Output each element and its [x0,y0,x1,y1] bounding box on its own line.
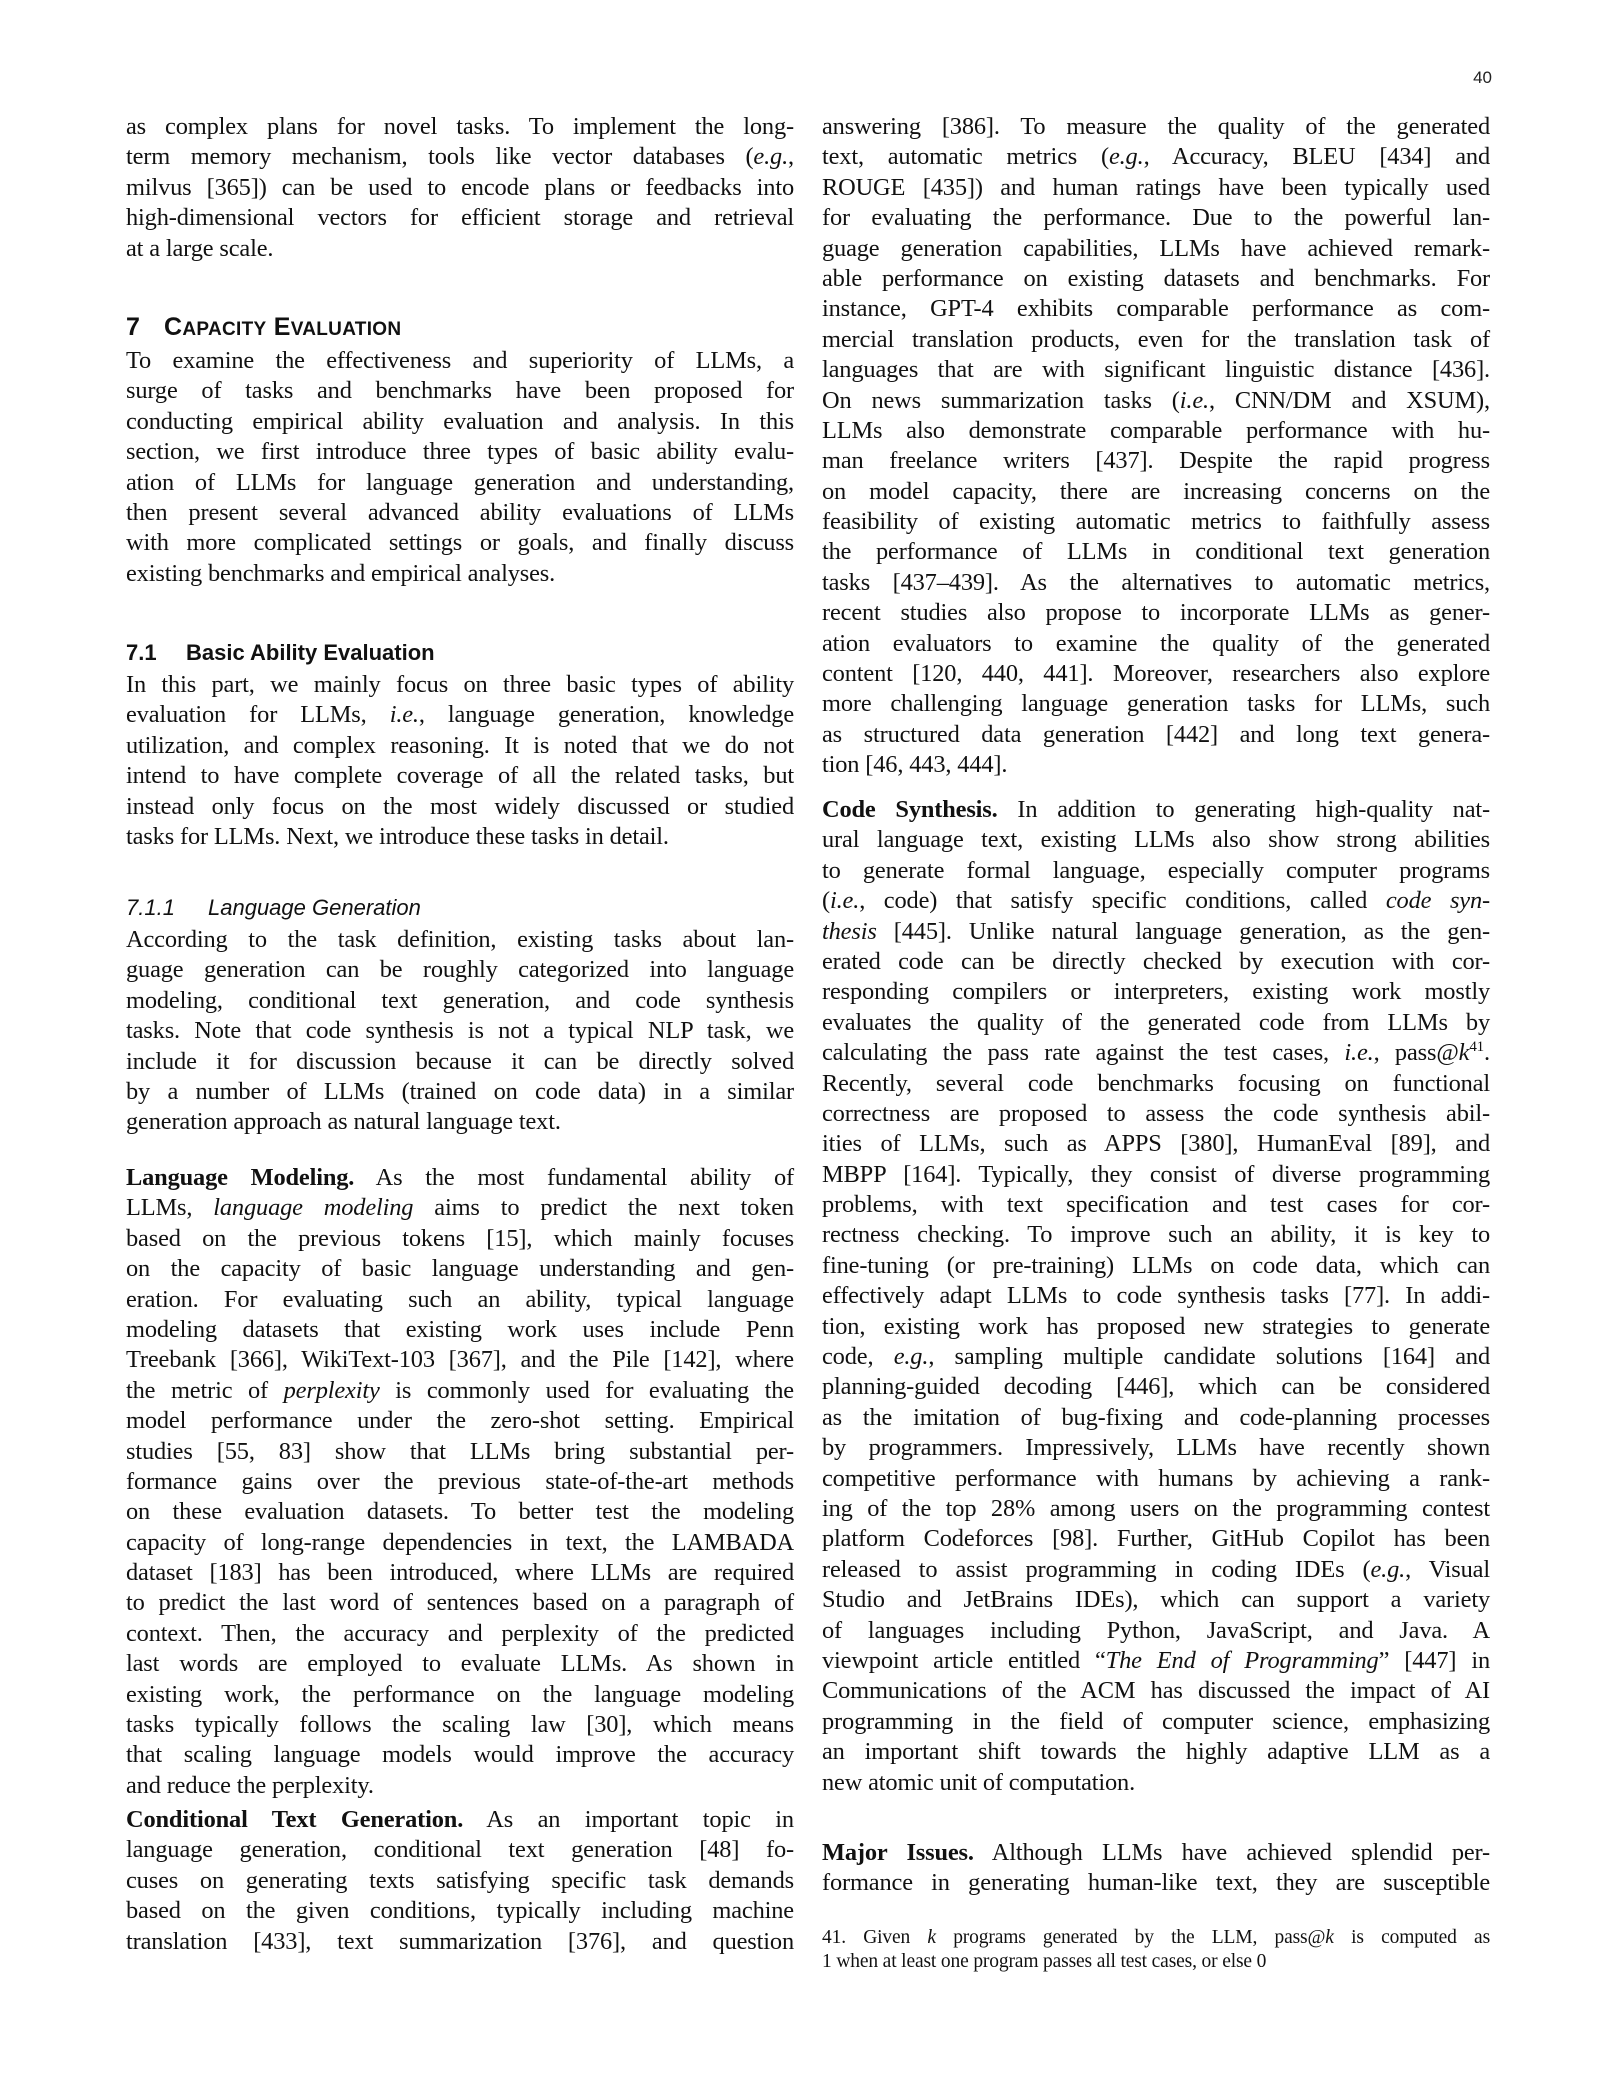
text-run: eration. For evaluating such an ability, typical language [126,1285,794,1313]
text-run: LLMs, [126,1194,214,1222]
paragraph-intro [126,112,794,264]
text-run: as structured data generation [442] and long text genera- [822,720,1490,748]
text-line [126,1285,794,1315]
text-run: programming in the field of computer science, emphasizing [822,1707,1490,1735]
text-line [822,325,1490,355]
paragraph-conditional-text-generation-cont [822,112,1490,781]
text-run: Recently, several code benchmarks focusing on functional [822,1069,1490,1097]
run-in-heading: Major Issues. [822,1839,974,1866]
text-run: an important shift towards the highly adaptive LLM as a [822,1738,1490,1766]
text-run: based on the given conditions, typically including machine [126,1897,794,1925]
text-line [822,1646,1490,1676]
text-line [126,112,794,142]
text-run: According to the task definition, existing tasks about lan- [126,926,794,953]
text-run: as the imitation of bug-fixing and code-planning processes [822,1403,1490,1431]
text-line [822,1707,1490,1737]
run-in-heading: Code Synthesis. [822,796,998,823]
text-run: intend to have complete coverage of all the related tasks, but [126,762,794,790]
text-run: erated code can be directly checked by execution with cor- [822,947,1490,975]
text-line [126,1558,794,1588]
text-run: on the capacity of basic language understanding and gen- [126,1255,794,1283]
text-run: milvus [365]) can be used to encode plans or feedbacks into [126,173,794,201]
text-line [126,1588,794,1618]
paragraph-section-intro [126,346,794,589]
text-line [126,1163,794,1193]
text-line [126,761,794,791]
text-run: formance gains over the previous state-of-the-art methods [126,1467,794,1495]
text-line [126,1619,794,1649]
text-line [822,1281,1490,1311]
text-run: , pass@ [1373,1039,1459,1067]
section-title-rest-2: VALUATION [290,319,402,340]
text-run: In this part, we mainly focus on three basic types of ability [126,671,794,698]
text-run: able performance on existing datasets and benchmarks. For [822,264,1490,292]
text-line [822,1737,1490,1767]
text-line [822,1160,1490,1190]
text-run: guage generation can be roughly categorized into language [126,956,794,984]
text-run: modeling, conditional text generation, and code synthesis [126,986,794,1014]
section-title-initial-2: E [273,313,291,341]
text-line [822,1099,1490,1129]
paragraph-subsection-intro [126,670,794,852]
text-line [126,700,794,730]
text-line [126,376,794,406]
subsection-heading [126,638,794,668]
run-in-heading: Language Modeling. [126,1164,355,1191]
text-run: . [1484,1039,1490,1067]
subsubsection-number: 7.1.1 [126,895,175,920]
text-line [822,1555,1490,1585]
text-run: As the most fundamental ability of [354,1164,795,1191]
text-run: e.g. [1370,1555,1406,1583]
text-run: content [120, 440, 441]. Moreover, researchers also explore [822,660,1490,688]
text-run: as complex plans for novel tasks. To implement the long- [126,113,794,140]
text-run: The End of Programming [1105,1646,1379,1674]
text-line [822,1403,1490,1433]
text-run: studies [55, 83] show that LLMs bring substantial per- [126,1437,794,1465]
text-line [126,173,794,203]
paragraph-conditional-text-generation [126,1805,794,1957]
text-run: competitive performance with humans by achieving a rank- [822,1464,1490,1492]
text-line [126,792,794,822]
text-line [822,446,1490,476]
text-run: i.e. [1179,386,1209,414]
text-run: at a large scale. [126,234,274,262]
text-line [822,203,1490,233]
text-line [822,856,1490,886]
text-run: tion [46, 443, 444]. [822,751,1008,779]
text-run: for evaluating the performance. Due to the powerful lan- [822,204,1490,232]
text-run: k [1325,1927,1334,1948]
text-run: is commonly used for evaluating the [379,1376,794,1404]
text-line [822,1494,1490,1524]
text-run: then present several advanced ability evaluations of LLMs [126,498,794,526]
text-line [822,598,1490,628]
text-line [822,568,1490,598]
page-number: 40 [1473,68,1492,87]
text-line [126,1771,794,1801]
text-line [822,659,1490,689]
text-line [126,1497,794,1527]
subsection-title: Basic Ability Evaluation [186,640,435,665]
text-line [126,437,794,467]
text-run: [445]. Unlike natural language generation, as the gen- [876,917,1490,945]
text-line [126,468,794,498]
text-line [822,294,1490,324]
text-run: last words are employed to evaluate LLMs. As shown in [126,1650,794,1678]
text-run: i.e. [1344,1039,1374,1067]
text-run: recent studies also propose to incorporate LLMs as gener- [822,599,1490,627]
text-run: k [927,1927,936,1948]
text-run: tasks typically follows the scaling law [30], which means [126,1711,794,1739]
text-run: ities of LLMs, such as APPS [380], HumanEval [89], and [822,1130,1490,1158]
text-line [126,1437,794,1467]
text-line [822,416,1490,446]
text-line [822,1372,1490,1402]
text-run: planning-guided decoding [446], which can be considered [822,1373,1490,1401]
text-line [126,1376,794,1406]
text-line [822,1129,1490,1159]
text-line [126,1866,794,1896]
text-line [822,1676,1490,1706]
text-run: section, we first introduce three types of basic ability evalu- [126,438,794,466]
text-run: language generation, conditional text generation [48] fo- [126,1836,794,1864]
text-line [126,986,794,1016]
text-line [822,386,1490,416]
text-run: fine-tuning (or pre-training) LLMs on code data, which can [822,1251,1490,1279]
text-run: On news summarization tasks ( [822,386,1180,414]
text-run: perplexity [283,1376,380,1404]
text-run: responding compilers or interpreters, existing work mostly [822,978,1490,1006]
text-run: In addition to generating high-quality nat- [997,796,1491,823]
text-line [126,1315,794,1345]
text-line [126,142,794,172]
text-line [822,1838,1490,1868]
text-run: tasks. Note that code synthesis is not a typical NLP task, we [126,1017,794,1045]
text-line [126,1406,794,1436]
subsubsection-heading [126,893,794,923]
text-run: modeling datasets that existing work uses include Penn [126,1315,794,1343]
text-line [822,1008,1490,1038]
text-line [126,1254,794,1284]
text-line [822,720,1490,750]
text-line [822,1342,1490,1372]
run-in-heading: Conditional Text Generation. [126,1806,464,1833]
text-run: evaluates the quality of the generated code from LLMs by [822,1008,1490,1036]
text-run: and reduce the perplexity. [126,1771,374,1799]
text-run: that scaling language models would improve the accuracy [126,1741,794,1769]
text-line [822,1433,1490,1463]
text-line [822,234,1490,264]
text-run: surge of tasks and benchmarks have been proposed for [126,377,794,405]
text-run: calculating the pass rate against the test cases, [822,1039,1345,1067]
text-run: to generate formal language, especially computer programs [822,856,1490,884]
text-run: ” [447] in [1378,1646,1490,1674]
text-line [822,1464,1490,1494]
text-run: with more complicated settings or goals, and finally discuss [126,529,794,557]
text-run: more challenging language generation tasks for LLMs, such [822,690,1490,718]
text-run: capacity of long-range dependencies in text, the LAMBADA [126,1528,794,1556]
text-line [126,1016,794,1046]
text-run: is computed as [1333,1927,1491,1948]
text-line [126,1680,794,1710]
text-line [126,1107,794,1137]
text-run: conducting empirical ability evaluation and analysis. In this [126,407,794,435]
text-run: context. Then, the accuracy and perplexity of the predicted [126,1619,794,1647]
text-line [126,955,794,985]
text-run: mercial translation products, even for the translation task of [822,325,1490,353]
text-line [126,670,794,700]
text-run: feasibility of existing automatic metrics to faithfully assess [822,508,1490,536]
text-run: Treebank [366], WikiText-103 [367], and the Pile [142], where [126,1346,794,1374]
text-line [822,477,1490,507]
text-line [822,1768,1490,1798]
text-run: instance, GPT-4 exhibits comparable performance as com- [822,295,1490,323]
text-run: ( [822,887,830,915]
text-run: ation evaluators to examine the quality of the generated [822,629,1490,657]
text-run: languages that are with significant linguistic distance [436]. [822,356,1490,384]
text-run: i.e. [829,887,860,915]
text-run: new atomic unit of computation. [822,1768,1136,1796]
text-line [126,1077,794,1107]
section-title-initial: C [164,313,183,341]
text-run: ural language text, existing LLMs also show strong abilities [822,826,1490,854]
section-number: 7 [126,313,141,341]
text-run: on model capacity, there are increasing concerns on the [822,477,1490,505]
text-run: thesis [822,917,877,945]
text-line [126,1193,794,1223]
text-run: i.e. [389,701,419,729]
text-line [126,1345,794,1375]
text-run: Studio and JetBrains IDEs), which can support a variety [822,1586,1490,1614]
text-line [822,507,1490,537]
text-run: Communications of the ACM has discussed the impact of AI [822,1677,1490,1705]
text-line [822,750,1490,780]
text-line [126,234,794,264]
text-run: answering [386]. To measure the quality of the generated [822,113,1490,140]
text-line [822,1950,1490,1974]
text-run: rectness checking. To improve such an ability, it is key to [822,1221,1490,1249]
text-run: , Visual [1405,1555,1490,1583]
text-run: e.g. [1108,143,1144,171]
text-line [126,1047,794,1077]
text-run: released to assist programming in coding IDEs ( [822,1555,1371,1583]
text-run: guage generation capabilities, LLMs have achieved remark- [822,234,1490,262]
text-run: translation [433], text summarization [376], and question [126,1927,794,1955]
text-run: k [1458,1039,1470,1067]
text-run: existing work, the performance on the language modeling [126,1680,794,1708]
text-line [126,1927,794,1957]
text-line [822,917,1490,947]
text-line [822,112,1490,142]
text-line [822,977,1490,1007]
text-run: aims to predict the next token [413,1194,794,1222]
text-line [822,947,1490,977]
text-run: tasks [437–439]. As the alternatives to automatic metrics, [822,568,1490,596]
text-run: To examine the effectiveness and superiority of LLMs, a [126,347,794,374]
text-line [126,1528,794,1558]
text-run: formance in generating human-like text, they are susceptible [822,1869,1490,1897]
text-run: language modeling [213,1194,414,1222]
text-line [822,1926,1490,1950]
text-line [822,142,1490,172]
subsection-number: 7.1 [126,640,157,665]
text-run: generation approach as natural language text. [126,1108,561,1136]
text-line [822,886,1490,916]
text-run: tasks for LLMs. Next, we introduce these tasks in detail. [126,822,669,850]
text-line [822,1038,1490,1068]
text-run: ing of the top 28% among users on the programming contest [822,1494,1490,1522]
text-line [822,629,1490,659]
text-line [126,1740,794,1770]
text-run: cuses on generating texts satisfying specific task demands [126,1866,794,1894]
paragraph-code-synthesis [822,795,1490,1798]
text-run: ation of LLMs for language generation and understanding, [126,468,794,496]
text-run: , sampling multiple candidate solutions [164] and [928,1343,1491,1371]
text-line [126,203,794,233]
text-run: 1 when at least one program passes all test cases, or else 0 [822,1951,1267,1972]
text-run: , [788,143,794,171]
paragraph-major-issues [822,1838,1490,1899]
text-run: tion, existing work has proposed new strategies to generate [822,1312,1490,1340]
text-run: , Accuracy, BLEU [434] and [1143,143,1490,171]
text-line [126,822,794,852]
text-run: As an important topic in [463,1806,794,1833]
text-run: e.g. [893,1343,929,1371]
text-run: effectively adapt LLMs to code synthesis tasks [77]. In addi- [822,1282,1490,1310]
text-line [126,498,794,528]
section-title-rest: APACITY [182,319,267,340]
text-run: LLMs also demonstrate comparable performance with hu- [822,416,1490,444]
text-line [822,1220,1490,1250]
text-run: viewpoint article entitled “ [822,1646,1106,1674]
text-run: man freelance writers [437]. Despite the rapid progress [822,447,1490,475]
text-run: term memory mechanism, tools like vector databases ( [126,143,754,171]
text-run: instead only focus on the most widely discussed or studied [126,792,794,820]
text-run: include it for discussion because it can be directly solved [126,1047,794,1075]
text-run: text, automatic metrics ( [822,143,1109,171]
section-heading [126,311,794,343]
text-line [822,264,1490,294]
text-run: of languages including Python, JavaScript, and Java. A [822,1616,1490,1644]
text-run: MBPP [164]. Typically, they consist of diverse programming [822,1160,1490,1188]
text-line [126,346,794,376]
text-run: , CNN/DM and XSUM), [1208,386,1490,414]
text-line [822,1585,1490,1615]
text-run: on these evaluation datasets. To better test the modeling [126,1498,794,1526]
text-line [822,1069,1490,1099]
paragraph-language-generation-intro [126,925,794,1138]
text-line [822,825,1490,855]
text-line [822,537,1490,567]
text-line [822,1616,1490,1646]
text-line [126,1224,794,1254]
text-run: code syn- [1385,887,1490,915]
text-line [126,1835,794,1865]
footnote-41 [822,1926,1490,1974]
text-line [126,1649,794,1679]
text-line [822,173,1490,203]
text-run: e.g. [753,143,789,171]
text-run: evaluation for LLMs, [126,701,390,729]
text-run: , code) that satisfy specific conditions, called [859,887,1386,915]
text-run: by programmers. Impressively, LLMs have recently shown [822,1434,1490,1462]
footnote-marker: 41 [1469,1039,1485,1056]
text-run: the metric of [126,1376,284,1404]
text-line [126,1896,794,1926]
text-line [126,407,794,437]
text-run: Although LLMs have achieved splendid per- [973,1839,1490,1866]
text-run: correctness are proposed to assess the code synthesis abil- [822,1099,1490,1127]
text-run: based on the previous tokens [15], which mainly focuses [126,1224,794,1252]
text-run: dataset [183] has been introduced, where LLMs are required [126,1559,794,1587]
text-line [126,559,794,589]
text-run: code, [822,1343,894,1371]
text-run: 41. Given [822,1927,928,1948]
text-line [822,355,1490,385]
text-line [822,1190,1490,1220]
text-line [822,1868,1490,1898]
text-run: model performance under the zero-shot setting. Empirical [126,1407,794,1435]
text-run: by a number of LLMs (trained on code data) in a similar [126,1077,794,1105]
text-line [126,1710,794,1740]
text-line [822,795,1490,825]
text-run: high-dimensional vectors for efficient storage and retrieval [126,204,794,232]
text-run: programs generated by the LLM, pass@ [935,1927,1326,1948]
text-run: utilization, and complex reasoning. It is noted that we do not [126,731,794,759]
paragraph-language-modeling [126,1163,794,1801]
text-run: , language generation, knowledge [418,701,794,729]
text-line [822,689,1490,719]
subsubsection-title: Language Generation [208,895,421,920]
text-run: existing benchmarks and empirical analyses. [126,559,556,587]
text-line [822,1312,1490,1342]
text-line [126,1467,794,1497]
text-line [126,1805,794,1835]
text-line [822,1524,1490,1554]
text-run: platform Codeforces [98]. Further, GitHub Copilot has been [822,1525,1490,1553]
text-line [822,1251,1490,1281]
text-run: problems, with text specification and test cases for cor- [822,1191,1490,1219]
text-line [126,925,794,955]
text-run: ROUGE [435]) and human ratings have been typically used [822,173,1490,201]
text-run: the performance of LLMs in conditional text generation [822,538,1490,566]
text-line [126,731,794,761]
text-run: to predict the last word of sentences based on a paragraph of [126,1589,794,1617]
text-line [126,528,794,558]
